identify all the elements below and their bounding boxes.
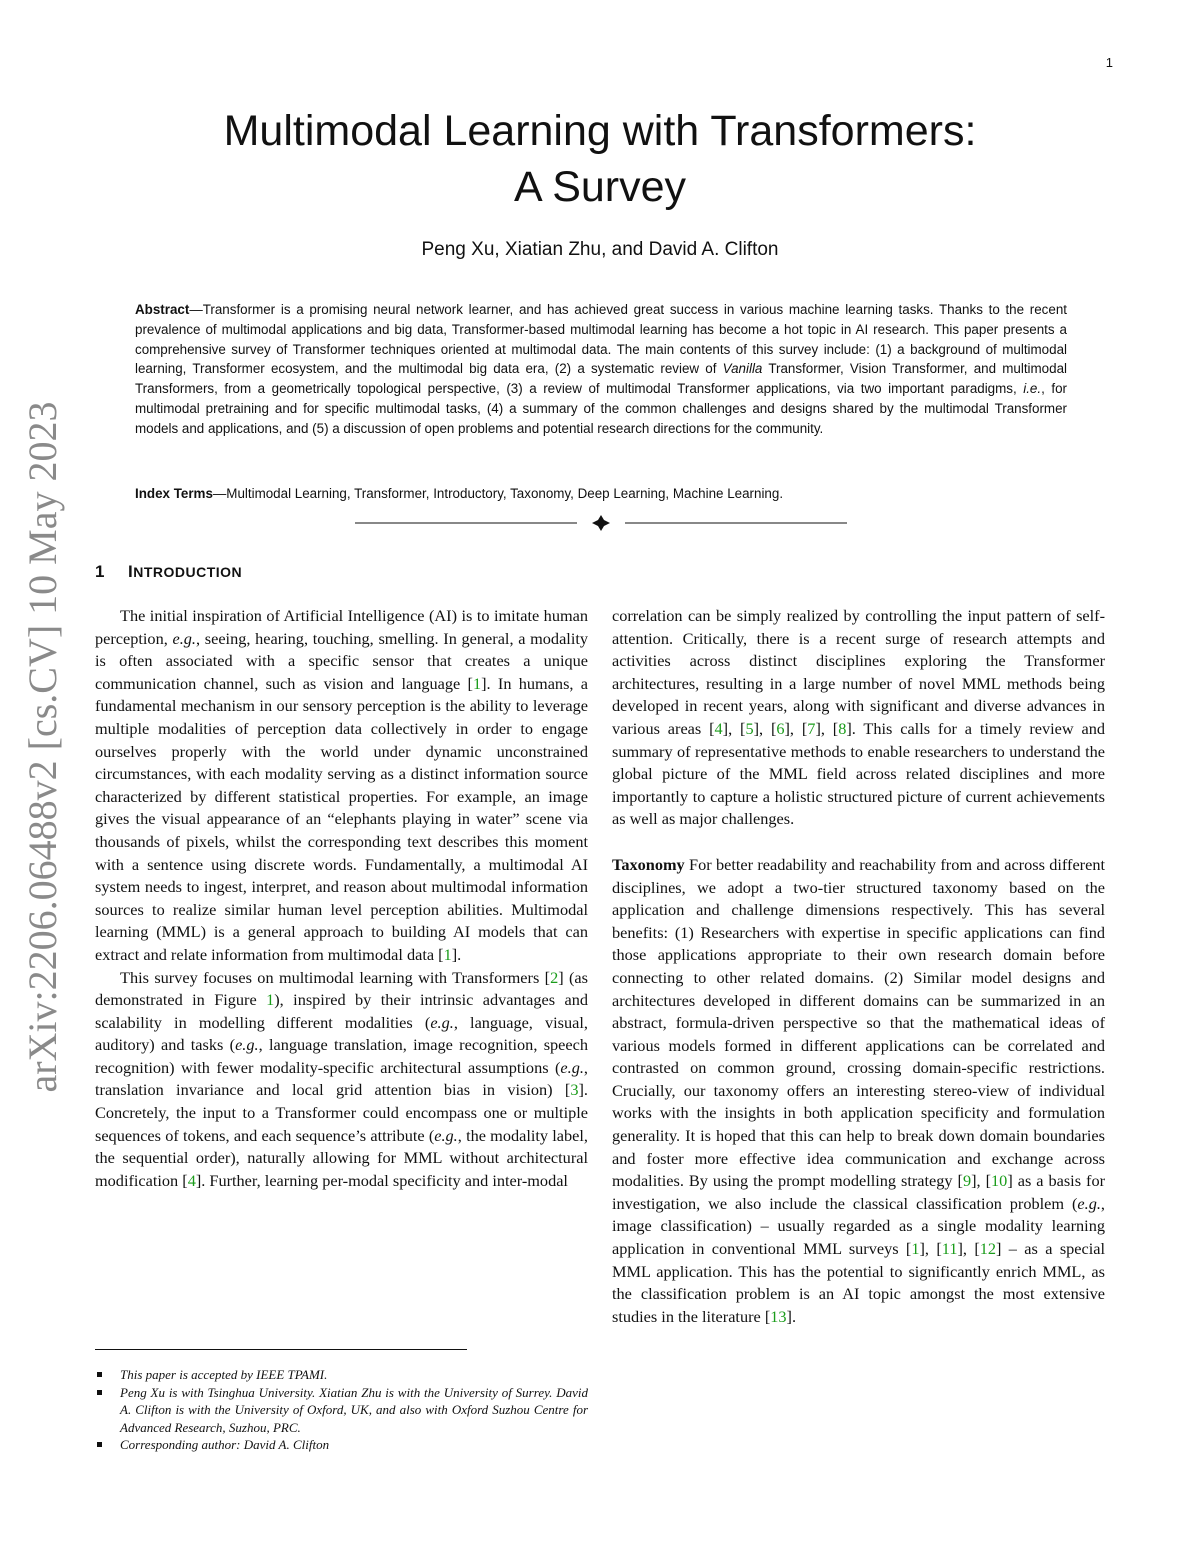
citation-link[interactable]: 13 — [770, 1306, 787, 1326]
italic-abbreviation: e.g. — [430, 1012, 454, 1032]
citation-link[interactable]: 5 — [745, 718, 754, 738]
citation-link[interactable]: 4 — [714, 718, 723, 738]
footnotes — [95, 1366, 588, 1454]
citation-link[interactable]: 7 — [807, 718, 816, 738]
taxonomy-text: For better readability and reachability from and across different disciplines, we adopt a two-tier structured taxonomy based on the application and challenge dimensions respectively. This has several benefits: (1) Researchers with expertise in specific applications can find those applications appropriate to their own research domain before connecting to other related domains. (2) Similar model designs and architectures developed in different domains can be summarized in an abstract, formula-driven perspective so that the mathematical ideas of various models formed in different applications can be correlated and contrasted on common ground, crossing domain-specific restrictions. Crucially, our taxonomy offers an interesting stereo-view of individual works with the insights in both application specificity and formulation generality. It is hoped that this can help to break down domain boundaries and foster more effective idea communication and exchange across modalities. By using the prompt modelling strategy [9], [10] as a basis for investigation, we also include the classical classification problem (e.g., image classification) – usually regarded as a single modality learning application in conventional MML surveys [1], [11], [12] – as a special MML application. This has the potential to significantly enrich MML, as the classification problem is an AI topic amongst the most extensive studies in the literature [13]. — [612, 854, 1106, 1326]
citation-link[interactable]: 4 — [187, 1170, 196, 1190]
citation-link[interactable]: 1 — [266, 990, 275, 1010]
index-terms-text: —Multimodal Learning, Transformer, Introductory, Taxonomy, Deep Learning, Machine Learning. — [212, 486, 784, 501]
abstract-vanilla: Vanilla — [722, 361, 763, 377]
abstract-text-3: , for multimodal pretraining and for specific multimodal tasks, (4) a summary of the common challenges and designs shared by the multimodal Transformer models and applications, and (5) a discussion of open problems and potential research directions for the community. — [135, 381, 1067, 436]
intro-paragraph-1: The initial inspiration of Artificial Intelligence (AI) is to imitate human perception, e.g., seeing, hearing, touching, smelling. In general, a modality is often associated with a specific sensor that creates a unique communication channel, such as vision and language [1]. In humans, a fundamental mechanism in our sensory perception is the ability to leverage multiple modalities of perception data collectively in order to engage ourselves properly with the world under dynamic unconstrained circumstances, with each modality serving as a distinct information source characterized by different statistical properties. For example, an image gives the visual appearance of an “elephants playing in water” scene via thousands of pixels, whilst the corresponding text describes this moment with a sentence using discrete words. Fundamentally, a multimodal AI system needs to ingest, interpret, and reason about multimodal information sources to realize similar human level perception abilities. Multimodal learning (MML) is a general approach to building AI models that can extract and relate information from multimodal data [1]. — [95, 606, 589, 964]
footnote-corresponding-author: Corresponding author: David A. Clifton — [95, 1436, 588, 1454]
section-title-initial: I — [128, 562, 134, 581]
footnote-rule — [95, 1349, 467, 1350]
taxonomy-paragraph — [612, 854, 1105, 1328]
abstract-text-2: Transformer, Vision Transformer, and multimodal Transformers, from a geometrically topological perspective, (3) a review of multimodal Transformer applications, via two important paradigms, — [135, 361, 1067, 397]
citation-link[interactable]: 2 — [550, 967, 559, 987]
page-number: 1 — [1105, 55, 1113, 70]
italic-abbreviation: e.g. — [235, 1035, 259, 1055]
italic-abbreviation: e.g. — [1077, 1193, 1101, 1213]
section-heading-introduction — [95, 562, 242, 582]
footnote-acceptance: This paper is accepted by IEEE TPAMI. — [95, 1366, 588, 1384]
title-line-2: A Survey — [513, 163, 687, 211]
divider-ornament-icon — [592, 515, 610, 531]
citation-link[interactable]: 10 — [991, 1171, 1008, 1191]
italic-abbreviation: e.g. — [172, 628, 196, 648]
index-terms — [135, 484, 1067, 503]
left-column — [95, 605, 588, 1192]
intro-paragraph-3: correlation can be simply realized by controlling the input pattern of self-attention. Critically, there is a recent surge of research attempts and activities across distinct disciplines exploring the Transformer architectures, resulting in a large number of novel MML methods being developed in recent years, along with significant and diverse advances in various areas [4], [5], [6], [7], [8]. This calls for a timely review and summary of representative methods to enable researchers to understand the global picture of the MML field across related disciplines and more importantly to capture a holistic structured picture of current achievements as well as major challenges. — [612, 606, 1106, 829]
citation-link[interactable]: 3 — [570, 1080, 579, 1100]
section-title-rest: NTRODUCTION — [133, 564, 243, 580]
paper-title — [90, 103, 1110, 215]
citation-link[interactable]: 11 — [941, 1239, 958, 1259]
citation-link[interactable]: 9 — [962, 1171, 972, 1191]
section-number: 1 — [95, 562, 105, 581]
citation-link[interactable]: 1 — [443, 944, 452, 964]
italic-abbreviation: e.g. — [434, 1125, 458, 1145]
abstract-ie: i.e. — [1023, 381, 1042, 397]
citation-link[interactable]: 1 — [911, 1239, 920, 1259]
abstract — [135, 300, 1067, 439]
title-line-1: Multimodal Learning with Transformers: — [223, 107, 977, 155]
citation-link[interactable]: 1 — [472, 673, 482, 693]
index-terms-label: Index Terms — [135, 486, 213, 501]
citation-link[interactable]: 6 — [776, 718, 785, 738]
section-divider — [355, 512, 847, 534]
author-list: Peng Xu, Xiatian Zhu, and David A. Clifton — [421, 239, 779, 260]
taxonomy-label: Taxonomy — [612, 854, 685, 874]
citation-link[interactable]: 12 — [979, 1239, 997, 1259]
right-column — [612, 605, 1105, 1328]
italic-abbreviation: e.g. — [560, 1057, 584, 1077]
abstract-label: Abstract — [135, 302, 190, 317]
arxiv-identifier-stamp[interactable]: arXiv:2206.06488v2 [cs.CV] 10 May 2023 — [20, 401, 65, 1093]
abstract-text-1: —Transformer is a promising neural network learner, and has achieved great success in various machine learning tasks. Thanks to the recent prevalence of multimodal applications and big data, Transformer-based multimodal learning has become a hot topic in AI research. This paper presents a comprehensive survey of Transformer techniques oriented at multimodal data. The main contents of this survey include: (1) a background of multimodal learning, Transformer ecosystem, and the multimodal big data era, (2) a systematic review of — [135, 302, 1067, 377]
intro-paragraph-2: This survey focuses on multimodal learning with Transformers [2] (as demonstrated in Figure 1), inspired by their intrinsic advantages and scalability in modelling different modalities (e.g., language, visual, auditory) and tasks (e.g., language translation, image recognition, speech recognition) with fewer modality-specific architectural assumptions (e.g., translation invariance and local grid attention bias in vision) [3]. Concretely, the input to a Transformer could encompass one or multiple sequences of tokens, and each sequence’s attribute (e.g., the modality label, the sequential order), naturally allowing for MML without architectural modification [4]. Further, learning per-modal specificity and inter-modal — [95, 967, 588, 1190]
footnote-affiliations: Peng Xu is with Tsinghua University. Xiatian Zhu is with the University of Surrey. David A. Clifton is with the University of Oxford, UK, and also with Oxford Suzhou Centre for Advanced Research, Suzhou, PRC. — [95, 1384, 588, 1437]
citation-link[interactable]: 8 — [838, 718, 847, 738]
